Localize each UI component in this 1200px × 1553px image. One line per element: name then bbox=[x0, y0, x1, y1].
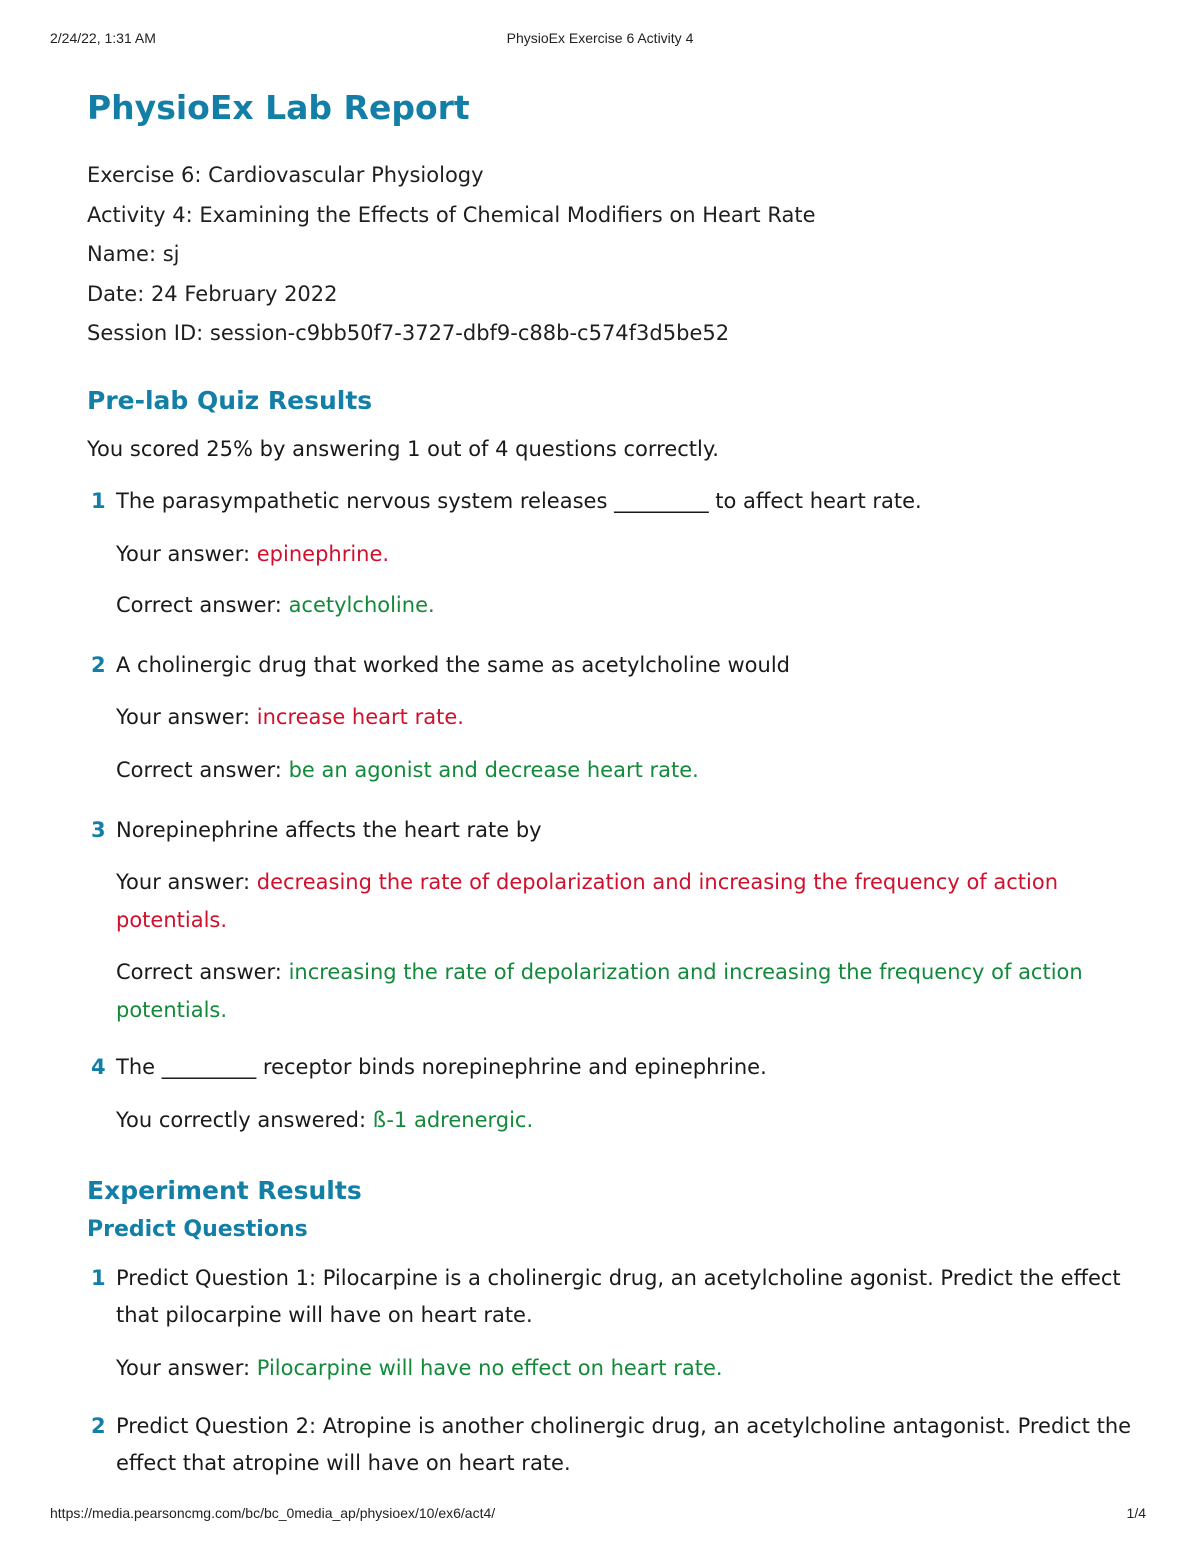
print-date: 2/24/22, 1:31 AM bbox=[50, 30, 156, 46]
question-number: 2 bbox=[91, 652, 106, 677]
predict-question bbox=[87, 1408, 1137, 1482]
predict-question bbox=[87, 1260, 1137, 1334]
question-text: The _________ receptor binds norepinephrine and epinephrine. bbox=[116, 1054, 767, 1079]
print-header bbox=[0, 30, 1200, 50]
question-text: Norepinephrine affects the heart rate by bbox=[116, 817, 542, 842]
report-title: PhysioEx Lab Report bbox=[87, 88, 470, 127]
question-number: 1 bbox=[91, 488, 106, 513]
name-line: Name: sj bbox=[87, 242, 180, 266]
prelab-question bbox=[87, 1049, 1137, 1086]
correct-answer bbox=[116, 751, 1127, 789]
your-answer-value: increase heart rate. bbox=[256, 704, 464, 729]
your-answer bbox=[116, 698, 1127, 736]
question-number: 1 bbox=[91, 1265, 106, 1290]
correctly-answered-label: You correctly answered: bbox=[116, 1107, 373, 1132]
correct-answer-value: ß-1 adrenergic. bbox=[372, 1107, 534, 1132]
date-line: Date: 24 February 2022 bbox=[87, 281, 338, 306]
question-number: 3 bbox=[91, 817, 106, 842]
prelab-question bbox=[87, 812, 1137, 849]
your-answer-label: Your answer: bbox=[116, 869, 257, 894]
your-answer bbox=[116, 1349, 1127, 1387]
your-answer bbox=[116, 863, 1127, 939]
session-line: Session ID: session-c9bb50f7-3727-dbf9-c88b-c574f3d5be52 bbox=[87, 321, 730, 345]
correct-answer bbox=[116, 953, 1127, 1029]
prelab-score: You scored 25% by answering 1 out of 4 questions correctly. bbox=[87, 436, 719, 461]
your-answer-label: Your answer: bbox=[116, 704, 257, 729]
predict-heading: Predict Questions bbox=[87, 1216, 308, 1242]
prelab-question bbox=[87, 483, 1137, 520]
report-content bbox=[87, 86, 1137, 1482]
correct-answer-label: Correct answer: bbox=[116, 757, 289, 782]
activity-line: Activity 4: Examining the Effects of Chemical Modifiers on Heart Rate bbox=[87, 202, 816, 227]
your-answer bbox=[116, 535, 1127, 573]
your-answer-label: Your answer: bbox=[116, 541, 257, 566]
correct-answer-value: be an agonist and decrease heart rate. bbox=[288, 757, 699, 782]
print-doc-title: PhysioEx Exercise 6 Activity 4 bbox=[506, 30, 694, 46]
question-text: Predict Question 2: Atropine is another cholinergic drug, an acetylcholine antagonist. Predict the effect that atropine will have on heart rate. bbox=[116, 1413, 1132, 1475]
question-text: Predict Question 1: Pilocarpine is a cholinergic drug, an acetylcholine agonist. Predict the effect that pilocarpine will have on heart rate. bbox=[116, 1265, 1121, 1327]
your-answer-value: Pilocarpine will have no effect on heart rate. bbox=[256, 1355, 723, 1380]
correct-answer-value: increasing the rate of depolarization and increasing the frequency of action potentials. bbox=[116, 959, 1083, 1022]
correct-answer bbox=[116, 586, 1127, 624]
report-meta bbox=[87, 156, 1137, 354]
correctly-answered bbox=[116, 1101, 1127, 1139]
exercise-line: Exercise 6: Cardiovascular Physiology bbox=[87, 163, 484, 187]
your-answer-label: Your answer: bbox=[116, 1355, 257, 1380]
correct-answer-label: Correct answer: bbox=[116, 592, 289, 617]
page-number: 1/4 bbox=[1126, 1505, 1146, 1521]
your-answer-value: decreasing the rate of depolarization and increasing the frequency of action potentials. bbox=[116, 869, 1059, 932]
prelab-heading: Pre-lab Quiz Results bbox=[87, 385, 373, 415]
question-number: 2 bbox=[91, 1413, 106, 1438]
prelab-question bbox=[87, 647, 1137, 684]
your-answer-value: epinephrine. bbox=[256, 541, 390, 566]
print-url: https://media.pearsoncmg.com/bc/bc_0media_ap/physioex/10/ex6/act4/ bbox=[50, 1505, 496, 1521]
correct-answer-label: Correct answer: bbox=[116, 959, 289, 984]
question-text: A cholinergic drug that worked the same as acetylcholine would bbox=[116, 652, 790, 677]
experiment-heading: Experiment Results bbox=[87, 1175, 362, 1205]
correct-answer-value: acetylcholine. bbox=[288, 592, 435, 617]
question-number: 4 bbox=[91, 1054, 106, 1079]
question-text: The parasympathetic nervous system releases _________ to affect heart rate. bbox=[116, 488, 922, 513]
